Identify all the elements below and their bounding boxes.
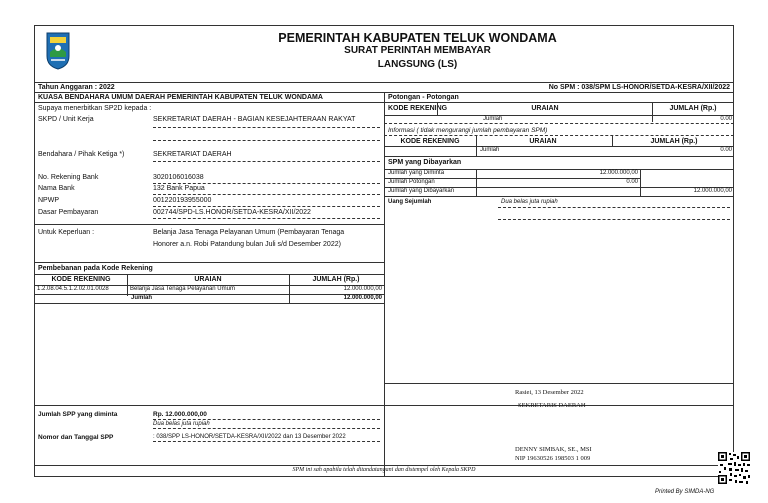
pot-jumlah-label: Jumlah [483, 116, 503, 122]
pembebanan-title: Pembebanan pada Kode Rekening [38, 265, 153, 272]
rekening-label: No. Rekening Bank [38, 174, 99, 181]
pot-th-jumlah: JUMLAH (Rp.) [669, 105, 717, 112]
th-kode-rekening: KODE REKENING [51, 276, 111, 283]
supaya-label: Supaya menerbitkan SP2D kepada : [38, 105, 152, 112]
sign-name: DENNY SIMBAK, SE., MSI [515, 446, 592, 453]
th-jumlah: JUMLAH (Rp.) [312, 276, 360, 283]
uang-value: Dua belas juta rupiah [501, 199, 558, 205]
sign-nip: NIP 19630526 198503 1 009 [515, 455, 591, 462]
gov-title: PEMERINTAH KABUPATEN TELUK WONDAMA [278, 31, 557, 45]
nomor-spp-value: : 038/SPP LS-HONOR/SETDA-KESRA/XII/2022 dan 13 Desember 2022 [153, 434, 346, 440]
doc-title: SURAT PERINTAH MEMBAYAR [344, 45, 491, 56]
qr-code [718, 452, 750, 484]
informasi-note: Informasi ( tidak mengurangi jumlah pembayaran SPM) [388, 127, 548, 134]
kuasa-bud: KUASA BENDAHARA UMUM DAERAH PEMERINTAH KABUPATEN TELUK WONDAMA [38, 94, 323, 101]
info-th-kode: KODE REKENING [400, 138, 460, 145]
printed-by: Printed By SIMDA-NG [655, 489, 715, 495]
keperluan-line1: Belanja Jasa Tenaga Pelayanan Umum (Pembayaran Tenaga [153, 229, 345, 236]
npwp-label: NPWP [38, 197, 59, 204]
spm-title: SPM yang Dibayarkan [388, 159, 462, 166]
total-value: 12.000.000,00 [343, 295, 382, 301]
spm-row-potongan-label: Jumlah Potongan [388, 179, 435, 185]
skpd-label: SKPD / Unit Kerja [38, 116, 94, 123]
dasar-value: 002744/SPD-LS.HONOR/SETDA-KESRA/XII/2022 [153, 209, 311, 216]
keperluan-line2: Honorer a.n. Robi Patandung bulan Juli s/d Desember 2022) [153, 241, 341, 248]
skpd-value: SEKRETARIAT DAERAH - BAGIAN KESEJAHTERAAN RAKYAT [153, 116, 356, 123]
total-label: Jumlah [131, 295, 153, 301]
spp-diminta-label: Jumlah SPP yang diminta [38, 411, 118, 418]
info-jumlah-value: 0.00 [720, 147, 732, 153]
spp-terbilang: Dua belas juta rupiah [153, 421, 210, 427]
sign-title: SEKRETARIS DAERAH [518, 402, 586, 409]
rekening-value: 3020106016038 [153, 174, 204, 181]
pot-th-uraian: URAIAN [531, 105, 559, 112]
pot-jumlah-value: 0.00 [720, 116, 732, 122]
spm-row-diminta-label: Jumlah yang Diminta [388, 170, 445, 176]
potongan-title: Potongan - Potongan [388, 94, 459, 101]
row-uraian: Belanja Jasa Tenaga Pelayanan Umum [130, 286, 235, 292]
bank-label: Nama Bank [38, 185, 75, 192]
tahun-anggaran: Tahun Anggaran : 2022 [38, 84, 115, 91]
spm-row-diminta-value: 12.000.000,00 [599, 170, 638, 176]
bank-value: 132 Bank Papua [153, 185, 205, 192]
place-date: Rasiei, 13 Desember 2022 [515, 389, 584, 396]
doc-subtitle: LANGSUNG (LS) [377, 59, 458, 70]
spp-diminta-value: Rp. 12.000.000,00 [153, 411, 207, 418]
bendahara-value: SEKRETARIAT DAERAH [153, 151, 232, 158]
footer-note: SPM ini sah apabila telah ditandatangani dan distempel oleh Kepala SKPD [292, 467, 476, 473]
no-spm: No SPM : 038/SPM LS-HONOR/SETDA-KESRA/XII/2022 [548, 84, 730, 91]
spm-row-dibayarkan-label: Jumlah yang Dibayarkan [388, 188, 455, 194]
spm-row-potongan-value: 0.00 [626, 179, 638, 185]
nomor-spp-label: Nomor dan Tanggal SPP [38, 434, 114, 441]
row-jumlah: 12.000.000,00 [343, 286, 382, 292]
keperluan-label: Untuk Keperluan : [38, 229, 95, 236]
uang-label: Uang Sejumlah [388, 199, 432, 205]
dasar-label: Dasar Pembayaran [38, 209, 99, 216]
info-th-uraian: URAIAN [529, 138, 557, 145]
regency-logo [45, 30, 71, 70]
spm-row-dibayarkan-value: 12.000.000,00 [693, 188, 732, 194]
th-uraian: URAIAN [194, 276, 222, 283]
table-row [34, 286, 384, 294]
npwp-value: 001220193955000 [153, 197, 212, 204]
info-jumlah-label: Jumlah [480, 147, 500, 153]
bendahara-label: Bendahara / Pihak Ketiga *) [38, 151, 125, 158]
pot-th-kode: KODE REKENING [388, 105, 448, 112]
row-kode: 1.2.08.04.5.1.2.02.01.0028 [37, 286, 109, 292]
info-th-jumlah: JUMLAH (Rp.) [650, 138, 698, 145]
